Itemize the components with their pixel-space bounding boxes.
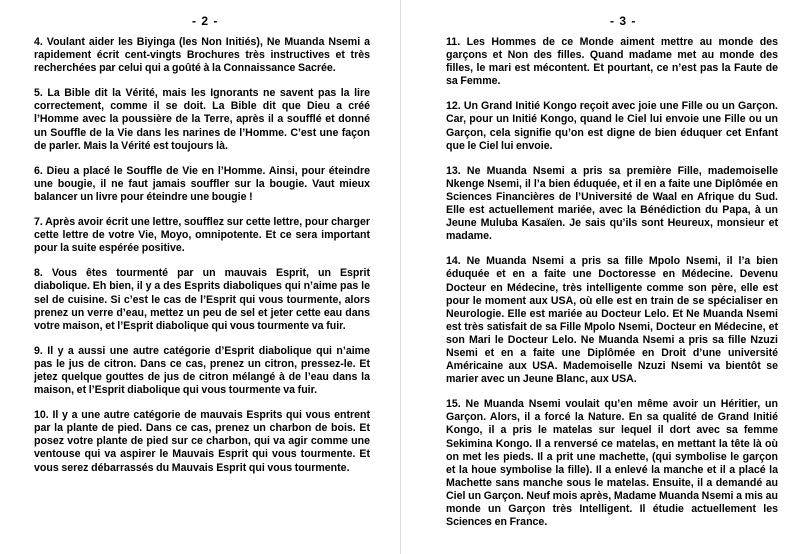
right-page-column [446, 36, 778, 541]
paragraph-8: 8. Vous êtes tourmenté par un mauvais Esprit, un Esprit diabolique. Eh bien, il y a des Esprits diaboliques qui n’aime pas le sel de cuisine. Si c’est le cas de l’Esprit qui vous tourmente, alors prenez un verre d’eau, mettez un peu de sel et jeter cette eau dans votre maison, et l’Esprit diabolique qui vous tourmente va fuir. [34, 267, 370, 332]
paragraph-11: 11. Les Hommes de ce Monde aiment mettre au monde des garçons et Non des filles. Quand madame met au monde des filles, le mari est mécontent. Et pourtant, ce n’est pas la Faute de sa Femme. [446, 36, 778, 88]
page-number-left: - 2 - [192, 14, 219, 28]
page-number-right: - 3 - [610, 14, 637, 28]
paragraph-6: 6. Dieu a placé le Souffle de Vie en l’Homme. Ainsi, pour éteindre une bougie, il ne faut jamais souffler sur la bougie. Vaut mieux balancer un livre pour éteindre une bougie ! [34, 164, 370, 203]
page-divider [400, 0, 401, 554]
paragraph-13: 13. Ne Muanda Nsemi a pris sa première Fille, mademoiselle Nkenge Nsemi, il l’a bien éduquée, et il en a faite une Diplômée en Sciences Financières de l’Université de Waal en Afrique du Sud. Elle est actuellement mariée, avec la Bénédiction du Papa, à un Jeune Muluba Kasaïen. Je sais qu’ils sont Heureux, monsieur et madame. [446, 164, 778, 243]
paragraph-14: 14. Ne Muanda Nsemi a pris sa fille Mpolo Nsemi, il l’a bien éduquée et en a faite une Doctoresse en Médecine. Devenu Docteur en Médecine, très intelligente comme son père, elle est pour le moment aux USA, où elle est en train de se spécialiser en Neurologie. Elle est mariée au Docteur Lelo. Et Ne Muanda Nsemi est très satisfait de sa Fille Mpolo Nsemi, Docteur en Médecine, et son Mari le Docteur Lelo. Ne Muanda Nsemi a pris sa fille Nzuzi Nsemi et en a faite une Diplômée en Droit d’une université Américaine aux USA. Mademoiselle Nzuzi Nsemi va bientôt se marier avec un Jeune Blanc, aux USA. [446, 255, 778, 386]
paragraph-15: 15. Ne Muanda Nsemi voulait qu’en même avoir un Héritier, un Garçon. Alors, il a forcé la Nature. En sa qualité de Grand Initié Kongo, il a pris le matelas sur lequel il dort avec sa femme Sekimina Kongo. Il a renversé ce matelas, en mettant la tête là où on met les pieds. Il a prit une machette, (qui symbolise le garçon et la houe symbolise la fille). Il a enlevé la manche et il a placé la Machette sans manche sous le matelas. Ensuite, il a demandé au Ciel un Garçon. Neuf mois après, Madame Muanda Nsemi a mis au monde un Garçon très Intelligent. Il étudie actuellement les Sciences en France. [446, 398, 778, 529]
paragraph-5: 5. La Bible dit la Vérité, mais les Ignorants ne savent pas la lire correctement, comme il se doit. La Bible dit que Dieu a créé l’Homme avec la poussière de la Terre, après il a soufflé et donné un Souffle de la Vie dans les narines de l’Homme. C’est une façon de parler. Mais la Vérité est toujours là. [34, 87, 370, 152]
paragraph-7: 7. Après avoir écrit une lettre, soufflez sur cette lettre, pour charger cette lettre de votre Vie, Moyo, omnipotente. Et ce sera important pour la suite espérée positive. [34, 216, 370, 255]
paragraph-10: 10. Il y a une autre catégorie de mauvais Esprits qui vous entrent par la plante de pied. Dans ce cas, prenez un charbon de bois. Et posez votre plante de pied sur ce charbon, qui va agir comme une ventouse qui va aspirer le Mauvais Esprit qui vous tourmente. Et vous serez débarrassés du Mauvais Esprit qui vous tourmente. [34, 409, 370, 474]
left-page-column [34, 36, 370, 487]
paragraph-9: 9. Il y a aussi une autre catégorie d’Esprit diabolique qui n’aime pas le jus de citron. Dans ce cas, prenez un citron, pressez-le. Et jetez quelque gouttes de jus de citron mélangé à de l’eau dans la maison, et l’Esprit diabolique qui vous tourmente va fuir. [34, 344, 370, 397]
paragraph-12: 12. Un Grand Initié Kongo reçoit avec joie une Fille ou un Garçon. Car, pour un Initié Kongo, quand le Ciel lui envoie une Fille ou un Garçon, cela signifie qu’on est digne de bien éduquer cet Enfant que le Ciel lui envoie. [446, 100, 778, 152]
paragraph-4: 4. Voulant aider les Biyinga (les Non Initiés), Ne Muanda Nsemi a rapidement écrit cent-vingts Brochures très instructives et très recherchées par celui qui a goûté à la Connaissance Sacrée. [34, 36, 370, 75]
